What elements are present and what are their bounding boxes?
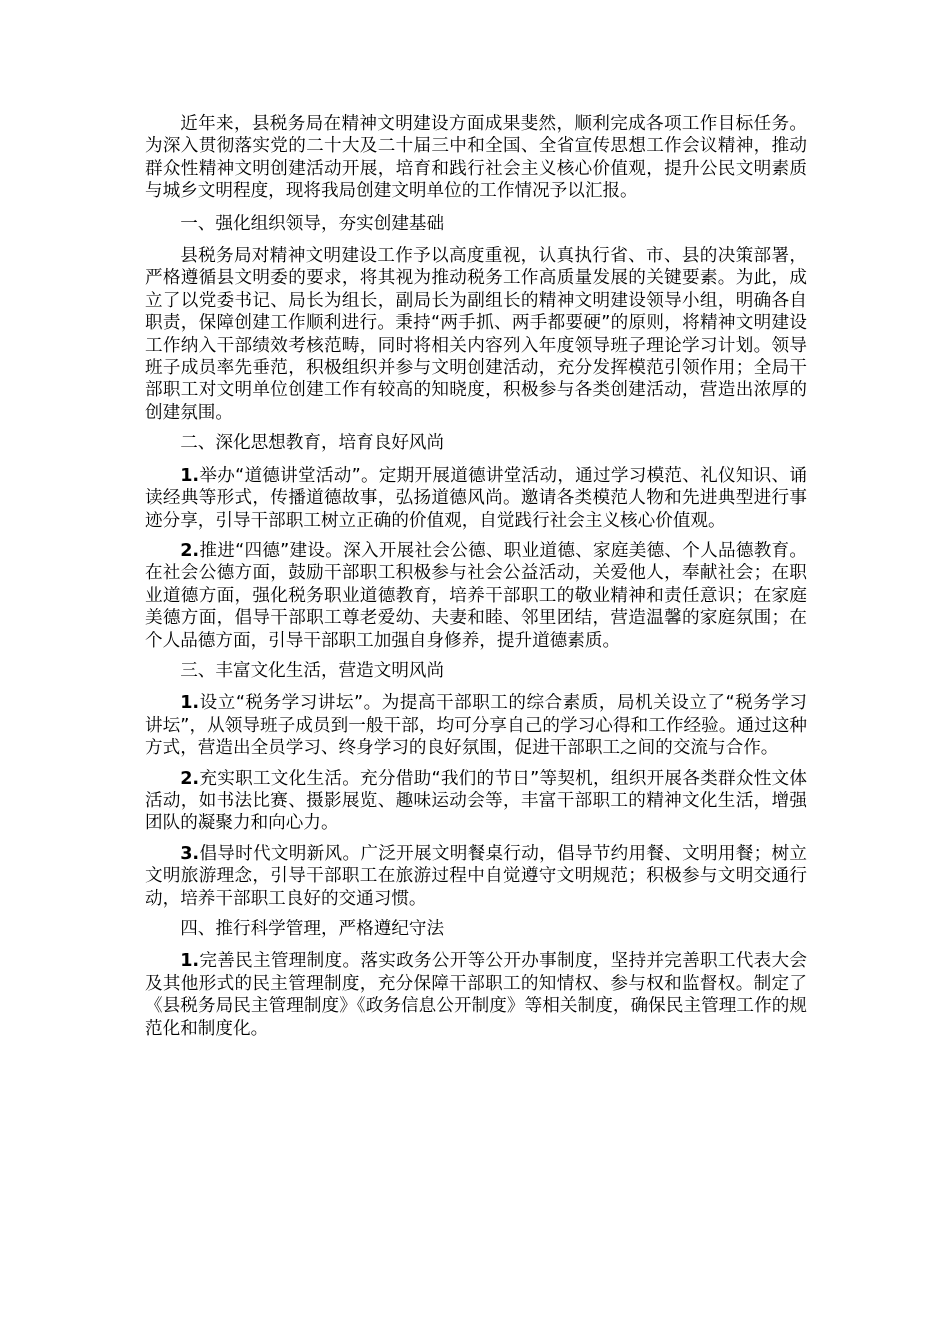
item-number: 2. (180, 768, 200, 789)
item-lead: 举办“道德讲堂活动” (199, 465, 361, 486)
item-number: 1. (180, 951, 200, 972)
item-text: 。深入开展社会公德、职业道德、家庭美德、个人品德教育。在社会公德方面，鼓励干部职工积极参与社会公益活动，关爱他人，奉献社会；在职业道德方面，强化税务职业道德教育，培养干部职工的敬业精神和责任意识；在家庭美德方面，倡导干部职工尊老爱幼、夫妻和睦、邻里团结，营造温馨的家庭氛围；在个人品德方面，引导干部职工加强自身修养，提升道德素质。 (145, 540, 807, 651)
item-number: 1. (180, 465, 200, 486)
section-3-item-1 (145, 692, 807, 759)
section-4-item-1 (145, 950, 807, 1040)
item-text: 。落实政务公开等公开办事制度，坚持并完善职工代表大会及其他形式的民主管理制度，充分保障干部职工的知情权、参与权和监督权。制定了《县税务局民主管理制度》《政务信息公开制度》等相关制度，确保民主管理工作的规范化和制度化。 (145, 951, 807, 1039)
item-lead: 推进“四德”建设 (199, 540, 326, 561)
item-lead: 充实职工文化生活 (199, 768, 343, 789)
item-text: 。广泛开展文明餐桌行动，倡导节约用餐、文明用餐；树立文明旅游理念，引导干部职工在旅游过程中自觉遵守文明规范；积极参与文明交通行动，培养干部职工良好的交通习惯。 (145, 843, 807, 909)
section-3-item-2 (145, 768, 807, 835)
item-text: 。定期开展道德讲堂活动，通过学习模范、礼仪知识、诵读经典等形式，传播道德故事，弘扬道德风尚。邀请各类模范人物和先进典型进行事迹分享，引导干部职工树立正确的价值观，自觉践行社会主义核心价值观。 (145, 465, 807, 531)
section-2-heading: 二、深化思想教育，培育良好风尚 (180, 433, 445, 454)
document-page (145, 113, 807, 1048)
item-text: 。为提高干部职工的综合素质，局机关设立了“税务学习讲坛”，从领导班子成员到一般干部，均可分享自己的学习心得和工作经验。通过这种方式，营造出全员学习、终身学习的良好氛围，促进干部职工之间的交流与合作。 (145, 693, 808, 759)
item-lead: 倡导时代文明新风 (199, 843, 343, 864)
section-3-heading: 三、丰富文化生活，营造文明风尚 (180, 660, 445, 681)
section-2-item-2 (145, 540, 807, 652)
item-number: 1. (180, 693, 200, 714)
item-lead: 设立“税务学习讲坛” (199, 693, 364, 714)
item-number: 3. (180, 843, 200, 864)
section-1-heading: 一、强化组织领导，夯实创建基础 (180, 213, 445, 234)
intro-paragraph: 近年来，县税务局在精神文明建设方面成果斐然，顺利完成各项工作目标任务。为深入贯彻落实党的二十大及二十届三中和全国、全省宣传思想工作会议精神，推动群众性精神文明创建活动开展，培育和践行社会主义核心价值观，提升公民文明素质与城乡文明程度，现将我局创建文明单位的工作情况予以汇报。 (145, 114, 807, 202)
section-1-body: 县税务局对精神文明建设工作予以高度重视，认真执行省、市、县的决策部署，严格遵循县文明委的要求，将其视为推动税务工作高质量发展的关键要素。为此，成立了以党委书记、局长为组长，副局长为副组长的精神文明建设领导小组，明确各自职责，保障创建工作顺利进行。秉持“两手抓、两手都要硬”的原则，将精神文明建设工作纳入干部绩效考核范畴，同时将相关内容列入年度领导班子理论学习计划。领导班子成员率先垂范，积极组织并参与文明创建活动，充分发挥模范引领作用；全局干部职工对文明单位创建工作有较高的知晓度，积极参与各类创建活动，营造出浓厚的创建氛围。 (145, 246, 807, 423)
item-number: 2. (180, 540, 200, 561)
item-text: 。充分借助“我们的节日”等契机，组织开展各类群众性文体活动，如书法比赛、摄影展览、趣味运动会等，丰富干部职工的精神文化生活，增强团队的凝聚力和向心力。 (145, 768, 807, 834)
section-2-item-1 (145, 465, 807, 532)
section-4-heading: 四、推行科学管理，严格遵纪守法 (180, 919, 445, 939)
item-lead: 完善民主管理制度 (199, 951, 343, 972)
section-3-item-3 (145, 843, 807, 910)
